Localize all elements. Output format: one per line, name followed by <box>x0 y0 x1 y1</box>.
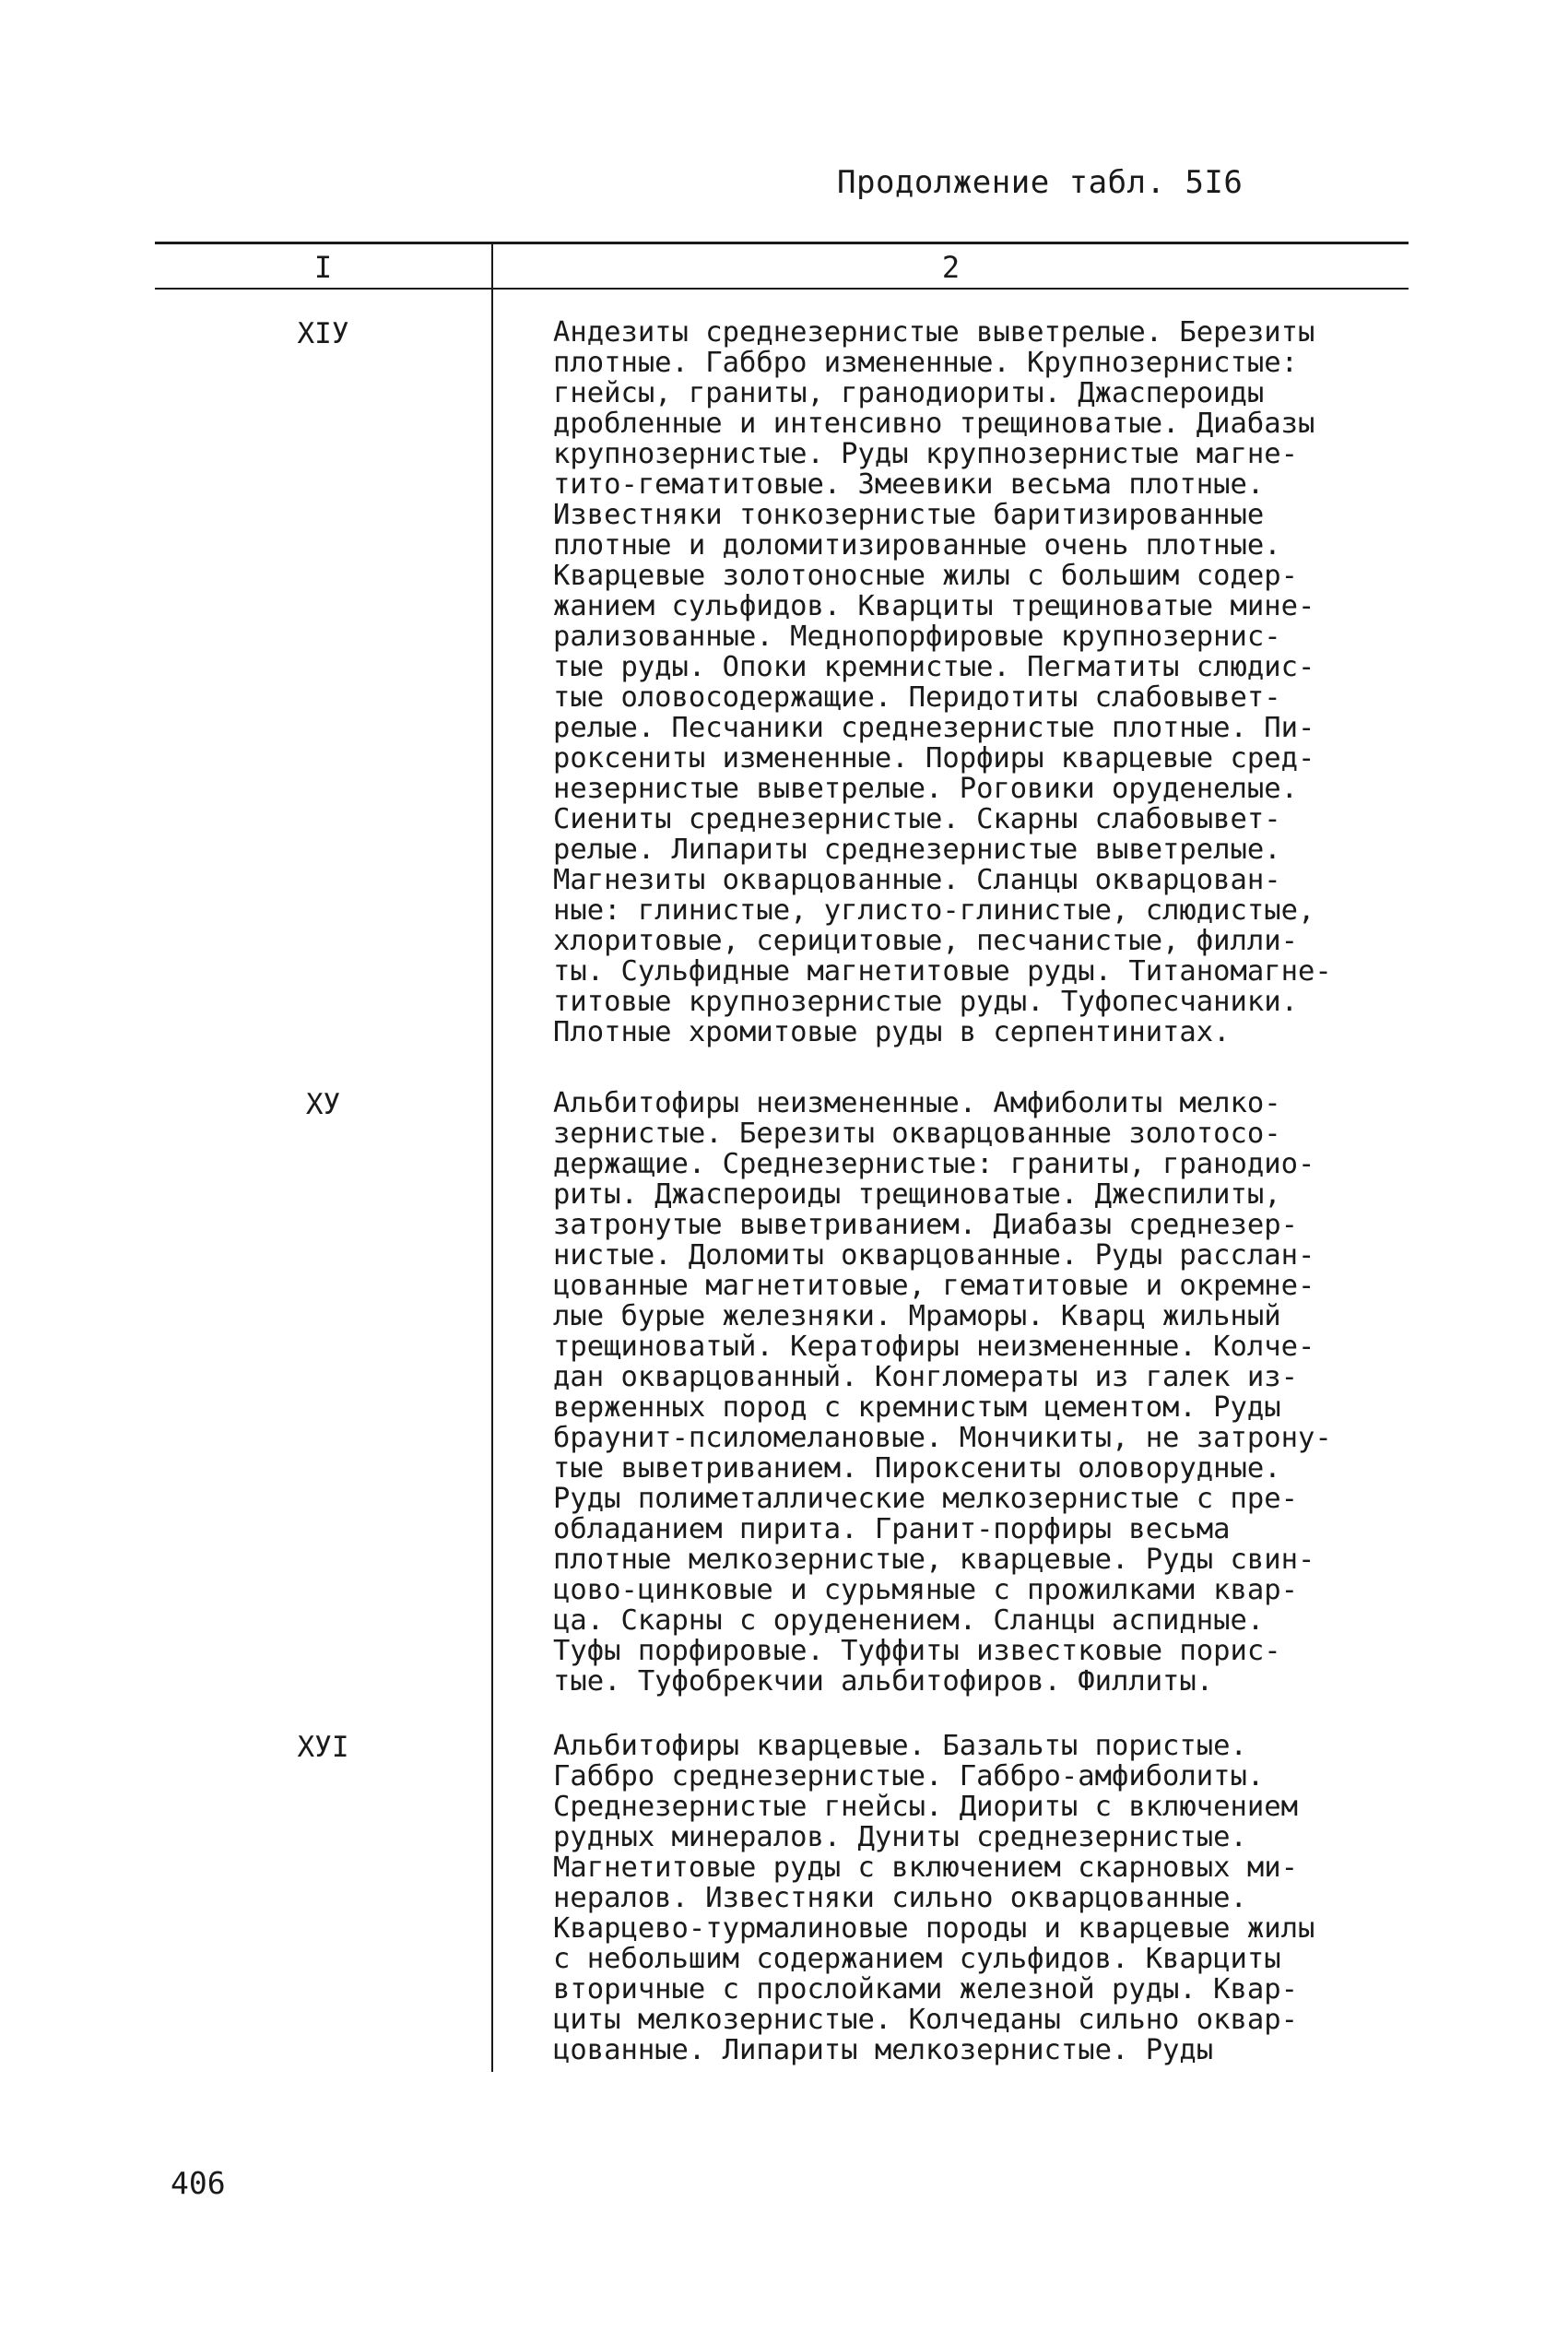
text-line: ты. Сульфидные магнетитовые руды. Титаномагне- <box>553 955 1332 988</box>
row-code: ХУI <box>297 1731 349 1764</box>
text-line: зернистые. Березиты окварцованные золотосо- <box>553 1118 1281 1150</box>
text-line: роксениты измененные. Порфиры кварцевые сред- <box>553 742 1315 775</box>
text-line: плотные мелкозернистые, кварцевые. Руды свин- <box>553 1544 1315 1576</box>
text-line: Сиениты среднезернистые. Скарны слабовывет- <box>553 803 1281 835</box>
text-line: цованные. Липариты мелкозернистые. Руды <box>553 2034 1214 2066</box>
text-line: Магнетитовые руды с включением скарновых ми- <box>553 1852 1298 1884</box>
text-line: дробленные и интенсивно трещиноватые. Диабазы <box>553 408 1315 440</box>
text-line: крупнозернистые. Руды крупнозернистые магне- <box>553 438 1298 470</box>
text-line: жанием сульфидов. Кварциты трещиноватые мине- <box>553 590 1315 622</box>
text-line: цованные магнетитовые, гематитовые и окремне- <box>553 1270 1315 1302</box>
text-line: рализованные. Меднопорфировые крупнозернис- <box>553 621 1281 653</box>
text-line: лые бурые железняки. Мраморы. Кварц жильный <box>553 1300 1281 1332</box>
text-line: релые. Песчаники среднезернистые плотные. Пи- <box>553 712 1315 744</box>
text-line: Известняки тонкозернистые баритизированные <box>553 499 1265 531</box>
row-code: XIУ <box>297 317 349 350</box>
text-line: тые выветриванием. Пироксениты оловорудные. <box>553 1452 1281 1485</box>
text-line: Магнезиты окварцованные. Сланцы окварцован- <box>553 864 1281 896</box>
text-line: тые оловосодержащие. Перидотиты слабовывет- <box>553 681 1281 714</box>
table-header-rule <box>155 288 1409 290</box>
column-divider <box>491 242 493 2072</box>
text-line: Руды полиметаллические мелкозернистые с пре- <box>553 1483 1298 1515</box>
text-line: держащие. Среднезернистые: граниты, гранодио- <box>553 1148 1315 1180</box>
text-line: Андезиты среднезернистые выветрелые. Березиты <box>553 316 1315 349</box>
text-line: плотные и доломитизированные очень плотные. <box>553 529 1281 562</box>
table-top-rule <box>155 242 1409 244</box>
text-line: нералов. Известняки сильно окварцованные. <box>553 1882 1247 1914</box>
text-line: затронутые выветриванием. Диабазы среднезер- <box>553 1209 1298 1241</box>
text-line: нистые. Доломиты окварцованные. Руды расслан- <box>553 1239 1315 1272</box>
text-line: верженных пород с кремнистым цементом. Руды <box>553 1391 1281 1424</box>
text-line: Среднезернистые гнейсы. Диориты с включением <box>553 1791 1298 1823</box>
text-line: цово-цинковые и сурьмяные с прожилками квар- <box>553 1574 1298 1606</box>
text-line: браунит-псиломелановые. Мончикиты, не затрону- <box>553 1422 1332 1454</box>
page-header: Продолжение табл. 5I6 <box>837 164 1244 201</box>
text-line: тые руды. Опоки кремнистые. Пегматиты слюдис- <box>553 651 1315 683</box>
text-line: Кварцево-турмалиновые породы и кварцевые жилы <box>553 1912 1315 1945</box>
text-line: Кварцевые золотоносные жилы с большим содер- <box>553 560 1298 592</box>
text-line: гнейсы, граниты, гранодиориты. Джаспероиды <box>553 377 1265 409</box>
text-line: ца. Скарны с оруденением. Сланцы аспидные. <box>553 1604 1265 1637</box>
row-description <box>553 1731 1438 2065</box>
text-line: хлоритовые, серицитовые, песчанистые, филли- <box>553 925 1298 957</box>
column-header-2: 2 <box>941 250 961 285</box>
row-code: ХУ <box>305 1088 341 1121</box>
text-line: Альбитофиры неизмененные. Амфиболиты мелко- <box>553 1087 1281 1119</box>
text-line: ные: глинистые, углисто-глинистые, слюдистые, <box>553 894 1315 927</box>
text-line: Габбро среднезернистые. Габбро-амфиболиты. <box>553 1760 1265 1793</box>
row-description <box>553 317 1438 1047</box>
text-line: Плотные хромитовые руды в серпентинитах. <box>553 1016 1231 1048</box>
text-line: Альбитофиры кварцевые. Базальты пористые. <box>553 1730 1247 1762</box>
text-line: вторичные с прослойками железной руды. Квар- <box>553 1973 1298 2006</box>
text-line: Туфы порфировые. Туффиты известковые порис- <box>553 1635 1281 1667</box>
text-line: обладанием пирита. Гранит-порфиры весьма <box>553 1513 1231 1545</box>
text-line: незернистые выветрелые. Роговики оруденелые. <box>553 773 1298 805</box>
text-line: трещиноватый. Кератофиры неизмененные. Колче- <box>553 1331 1315 1363</box>
row-description <box>553 1088 1438 1697</box>
column-header-1: I <box>313 250 333 285</box>
text-line: титовые крупнозернистые руды. Туфопесчаники. <box>553 986 1298 1018</box>
text-line: тито-гематитовые. Змеевики весьма плотные. <box>553 468 1265 501</box>
text-line: тые. Туфобрекчии альбитофиров. Филлиты. <box>553 1665 1214 1698</box>
text-line: риты. Джаспероиды трещиноватые. Джеспилиты, <box>553 1178 1281 1211</box>
text-line: циты мелкозернистые. Колчеданы сильно оквар- <box>553 2004 1298 2036</box>
text-line: плотные. Габбро измененные. Крупнозернистые: <box>553 347 1298 379</box>
text-line: рудных минералов. Дуниты среднезернистые. <box>553 1821 1247 1853</box>
text-line: с небольшим содержанием сульфидов. Кварциты <box>553 1943 1281 1975</box>
page-number: 406 <box>171 2165 226 2201</box>
text-line: дан окварцованный. Конгломераты из галек из- <box>553 1361 1298 1393</box>
text-line: релые. Липариты среднезернистые выветрелые. <box>553 834 1281 866</box>
